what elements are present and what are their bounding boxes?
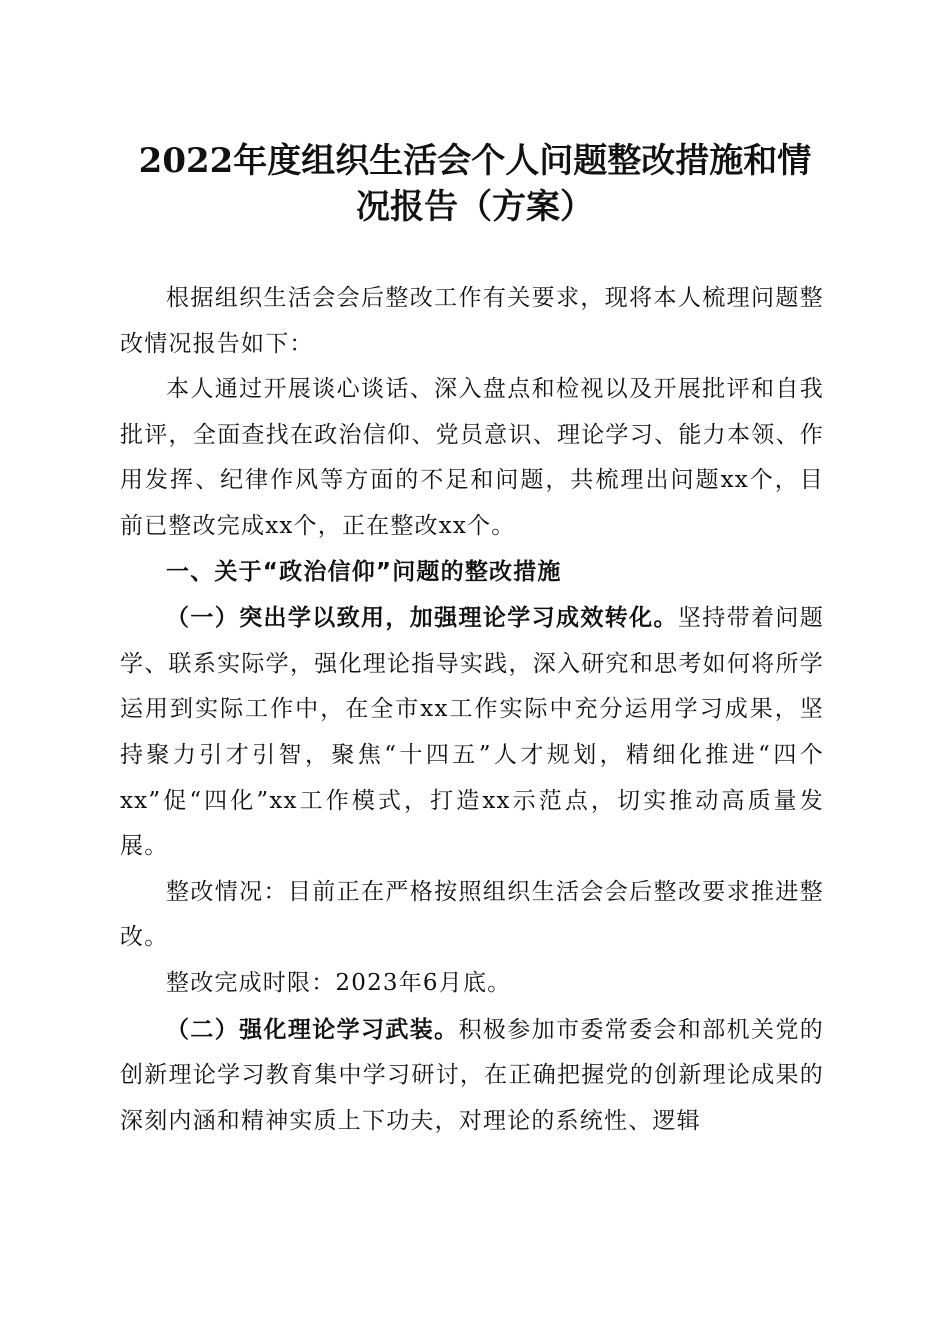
measure-lead: （一）突出学以致用，加强理论学习成效转化。 <box>166 604 678 632</box>
paragraph-text: 坚持带着问题学、联系实际学，强化理论指导实践，深入研究和思考如何将所学运用到实际工作中，在全市xx工作实际中充分运用学习成果，坚持聚力引才引智，聚焦“十四五”人才规划，精细化推进“四个xx”促“四化”xx工作模式，打造xx示范点，切实推动高质量发展。 <box>120 605 825 860</box>
section-heading <box>120 550 824 596</box>
paragraph-text: 整改完成时限：2023年6月底。 <box>166 969 512 996</box>
document-body <box>120 276 824 1144</box>
measure-paragraph-1 <box>120 595 824 870</box>
intro-paragraph <box>120 276 824 367</box>
paragraph-text: 本人通过开展谈心谈话、深入盘点和检视以及开展批评和自我批评，全面查找在政治信仰、党员意识、理论学习、能力本领、作用发挥、纪律作风等方面的不足和问题，共梳理出问题xx个，目前已整改完成xx个，正在整改xx个。 <box>120 376 824 539</box>
measure-paragraph-2 <box>120 1007 824 1145</box>
measure-lead: （二）强化理论学习武装。 <box>166 1015 459 1043</box>
section-heading-text: 一、关于“政治信仰”问题的整改措施 <box>166 558 562 585</box>
summary-paragraph <box>120 367 824 549</box>
title-line-2: 况报告（方案） <box>356 187 594 227</box>
deadline-paragraph <box>120 961 824 1007</box>
title-line-1: 2022年度组织生活会个人问题整改措施和情 <box>138 141 812 181</box>
paragraph-text: 根据组织生活会会后整改工作有关要求，现将本人梳理问题整改情况报告如下： <box>120 285 824 357</box>
document-title <box>100 138 850 230</box>
paragraph-text: 整改情况：目前正在严格按照组织生活会会后整改要求推进整改。 <box>120 878 824 951</box>
status-paragraph <box>120 870 824 961</box>
paragraph-text: 积极参加市委常委会和部机关党的创新理论学习教育集中学习研讨，在正确把握党的创新理论成果的深刻内涵和精神实质上下功夫，对理论的系统性、逻辑 <box>120 1016 825 1134</box>
